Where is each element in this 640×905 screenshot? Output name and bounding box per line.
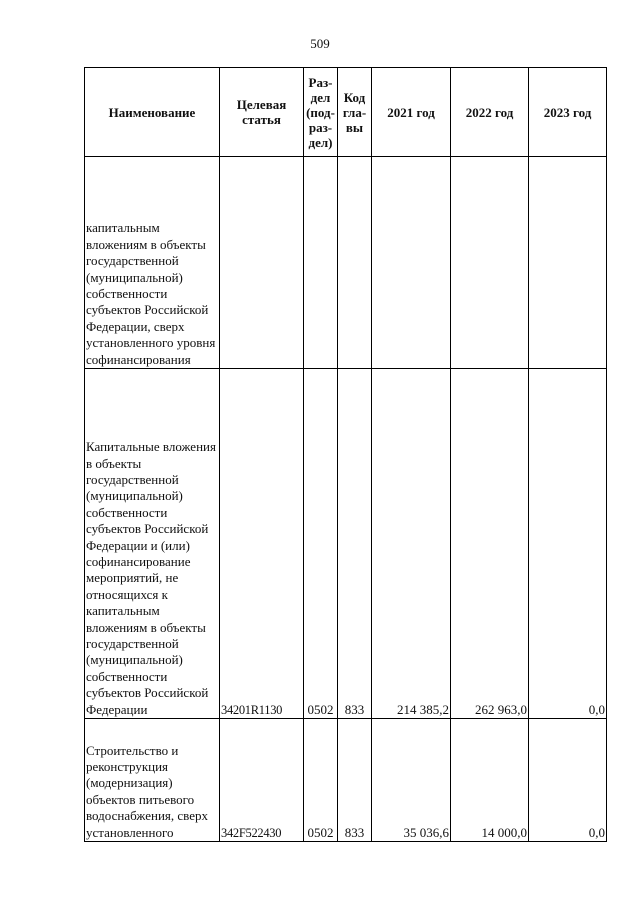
row-section xyxy=(304,157,338,369)
row-chapter xyxy=(338,157,372,369)
row-target xyxy=(220,157,304,369)
row-2023: 0,0 xyxy=(529,719,607,842)
header-chapter: Код гла-вы xyxy=(338,68,372,157)
row-chapter: 833 xyxy=(338,369,372,719)
row-2022: 262 963,0 xyxy=(451,369,529,719)
header-2023: 2023 год xyxy=(529,68,607,157)
table-row xyxy=(85,369,607,719)
budget-table xyxy=(84,67,607,842)
row-2023: 0,0 xyxy=(529,369,607,719)
header-target: Целевая статья xyxy=(220,68,304,157)
row-section: 0502 xyxy=(304,369,338,719)
table-row xyxy=(85,157,607,369)
row-name: Строительство и реконструкция (модернизация) объектов питьевого водоснабжения, сверх установленного xyxy=(85,719,220,842)
header-2022: 2022 год xyxy=(451,68,529,157)
header-name: Наименование xyxy=(85,68,220,157)
page-number: 509 xyxy=(310,36,330,51)
row-name: Капитальные вложения в объекты государственной (муниципальной) собственности субъектов Российской Федерации и (или) софинансирование мероприятий, не относящихся к капитальным вложениям в объекты государственной (муниципальной) собственности субъектов Российской Федерации xyxy=(85,369,220,719)
table-header-row xyxy=(85,68,607,157)
row-2022 xyxy=(451,157,529,369)
row-target: 342F522430 xyxy=(220,719,304,842)
row-section: 0502 xyxy=(304,719,338,842)
row-chapter: 833 xyxy=(338,719,372,842)
header-2021: 2021 год xyxy=(372,68,451,157)
row-name: капитальным вложениям в объекты государственной (муниципальной) собственности субъектов Российской Федерации, сверх установленного уровня софинансирования xyxy=(85,157,220,369)
row-2022: 14 000,0 xyxy=(451,719,529,842)
table-row xyxy=(85,719,607,842)
row-2021 xyxy=(372,157,451,369)
header-section: Раз-дел (под-раз-дел) xyxy=(304,68,338,157)
row-2021: 35 036,6 xyxy=(372,719,451,842)
row-target: 34201R1130 xyxy=(220,369,304,719)
row-2023 xyxy=(529,157,607,369)
row-2021: 214 385,2 xyxy=(372,369,451,719)
